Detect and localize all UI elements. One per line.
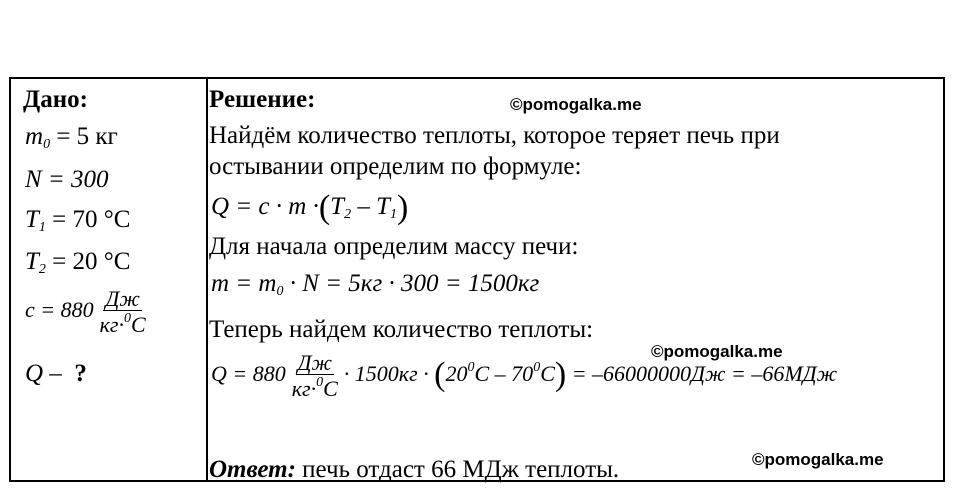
formula-heat: $Q = c \cdot m \cdot(T_2 - T_1)$ [211,189,409,226]
given-c: c = 880 $\frac{Дж}{кг\cdot^0C}$ [25,286,146,338]
watermark-middle: ©pomogalka.me [651,342,783,361]
given-T2: $T_2 = 20$ °C [25,248,131,277]
formula-mass: $m = m_0 \cdot N = 5кг \cdot 300 = 1500кг$ [211,270,540,299]
answer: Ответ: печь отдаст 66 МДж теплоты. [209,456,620,483]
given-m0: $m_0 = 5$ кг [25,123,118,152]
given-heading: Дано: [23,86,88,113]
solution-paragraph-2: остывании определим по формуле: [209,153,582,180]
solution-paragraph-3: Для начала определим массу печи: [209,233,579,260]
task-table [9,77,945,482]
watermark-bottom: ©pomogalka.me [752,450,884,469]
solution-paragraph-4: Теперь найдем количество теплоты: [209,316,594,343]
formula-result-fraction: $\frac{Дж}{кг\cdot^0C}$ [291,350,338,402]
given-T1: $T_1 = 70$ °C [25,206,131,235]
solution-heading: Решение: [209,86,316,113]
solution-paragraph-1: Найдём количество теплоты, которое теряет печь при [209,122,780,149]
given-Q: Q – ? [25,360,87,387]
formula-result: Q = 880 $\frac{Дж}{кг\cdot^0C}$ · $1500кг \cdot (20^0C - 70^0C) = -66000000Дж = -66МДж$ [211,350,838,402]
watermark-top: ©pomogalka.me [510,95,642,114]
given-c-fraction: $\frac{Дж}{кг\cdot^0C}$ [99,286,146,338]
given-N: N = 300 [25,166,109,193]
column-divider [206,79,208,480]
